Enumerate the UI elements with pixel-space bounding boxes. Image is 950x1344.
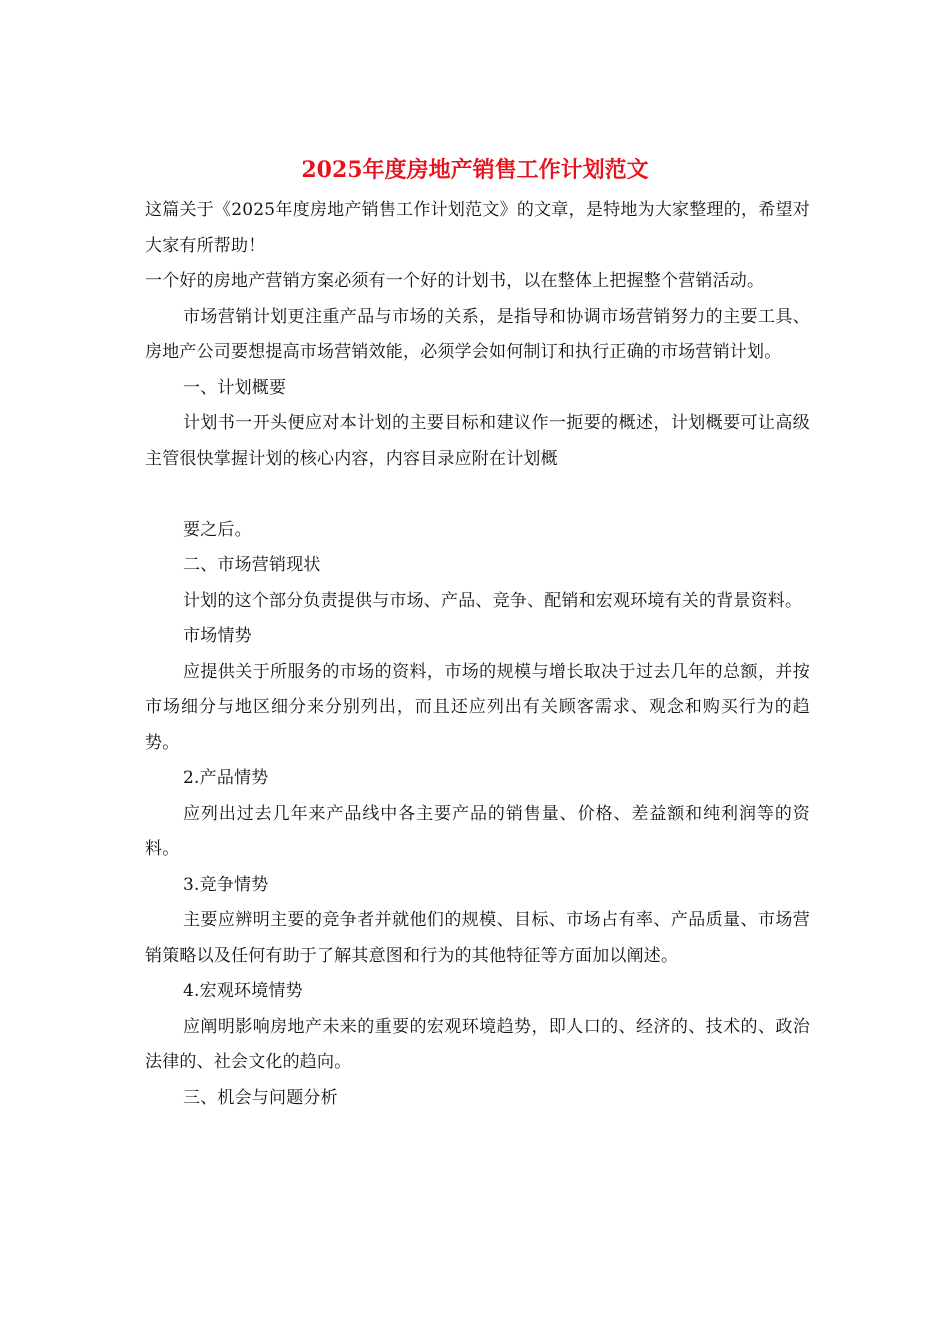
paragraph-product-situation: 应列出过去几年来产品线中各主要产品的销售量、价格、差益额和纯利润等的资料。 (145, 803, 810, 859)
page-title: 2025年度房地产销售工作计划范文 (301, 157, 649, 183)
section-heading-market-status: 二、市场营销现状 (183, 555, 321, 575)
subheading-macro-environment: 4.宏观环境情势 (183, 981, 303, 1001)
paragraph-plan-summary: 计划书一开头便应对本计划的主要目标和建议作一扼要的概述，计划概要可让高级主管很快掌握计划的核心内容，内容目录应附在计划概 (145, 413, 810, 469)
subheading-market-situation: 市场情势 (183, 626, 252, 646)
paragraph-intro: 这篇关于《2025年度房地产销售工作计划范文》的文章，是特地为大家整理的，希望对大家有所帮助！ (145, 200, 810, 256)
paragraph-marketing-plan: 市场营销计划更注重产品与市场的关系，是指导和协调市场营销努力的主要工具、房地产公司要想提高市场营销效能，必须学会如何制订和执行正确的市场营销计划。 (145, 306, 810, 362)
section-heading-opportunity-analysis: 三、机会与问题分析 (183, 1087, 338, 1108)
paragraph-overview: 一个好的房地产营销方案必须有一个好的计划书，以在整体上把握整个营销活动。 (145, 271, 765, 291)
paragraph-competition-situation: 主要应辨明主要的竞争者并就他们的规模、目标、市场占有率、产品质量、市场营销策略以及任何有助于了解其意图和行为的其他特征等方面加以阐述。 (145, 910, 810, 966)
subheading-product-situation: 2.产品情势 (183, 768, 269, 788)
paragraph-market-status: 计划的这个部分负责提供与市场、产品、竞争、配销和宏观环境有关的背景资料。 (183, 590, 803, 611)
page-break-gap (145, 477, 810, 513)
document-body (145, 193, 810, 1116)
section-heading-plan-summary: 一、计划概要 (183, 377, 287, 398)
subheading-competition-situation: 3.竞争情势 (183, 874, 269, 895)
paragraph-plan-summary-continued: 要之后。 (183, 519, 252, 540)
paragraph-macro-environment: 应阐明影响房地产未来的重要的宏观环境趋势，即人口的、经济的、技术的、政治法律的、社会文化的趋向。 (145, 1016, 810, 1072)
paragraph-market-situation: 应提供关于所服务的市场的资料，市场的规模与增长取决于过去几年的总额，并按市场细分与地区细分来分别列出，而且还应列出有关顾客需求、观念和购买行为的趋势。 (145, 661, 810, 753)
